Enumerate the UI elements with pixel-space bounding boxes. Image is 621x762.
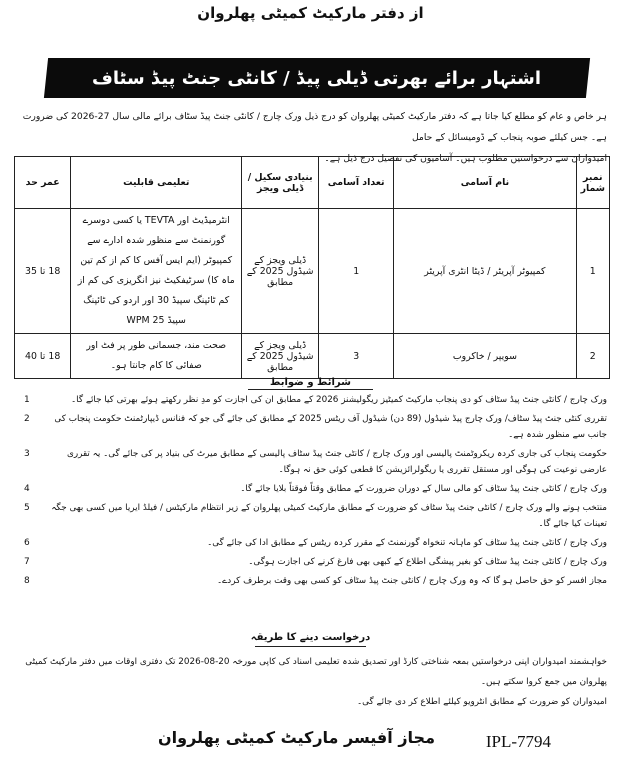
ipl-number: IPL-7794 xyxy=(485,732,551,751)
application-line-1: خواہشمند امیدواران اپنی درخواستیں بمعہ شناختی کارڈ اور تصدیق شدہ تعلیمی اسناد کی کاپی مورخہ 20-08-2026 تک دفتری اوقات میں دفتر مارکیٹ کمیٹی پھلروان میں جمع کروا سکتے ہیں۔ xyxy=(25,657,607,687)
cell-scale: ڈیلی ویجز کے شیڈول 2025 کے مطابق xyxy=(242,334,319,379)
condition-number: 3 xyxy=(24,449,30,459)
intro-line-1: ہر خاص و عام کو مطلع کیا جاتا ہے کہ دفتر مارکیٹ کمیٹی پھلروان کو درج ذیل ورک چارج / کانٹی جنٹ پیڈ سٹاف برائے مالی سال 27-2026 کی ضرورت ہے۔ جس کیلئے صوبہ پنجاب کے ڈومیسائل کے حامل xyxy=(22,111,607,143)
condition-item xyxy=(24,481,607,497)
cell-count: 1 xyxy=(319,209,394,334)
condition-number: 4 xyxy=(24,484,30,494)
cell-age: 18 تا 35 xyxy=(15,209,71,334)
condition-text: منتخب ہونے والے ورک چارج / کانٹی جنٹ پیڈ سٹاف کو ضرورت کے مطابق مارکیٹ کمیٹی پھلروان کے زیر انتظام مارکیٹس / فیلڈ ایریا میں کسی بھی جگہ تعینات کیا جائے گا۔ xyxy=(51,503,607,529)
cell-serial: 2 xyxy=(576,334,609,379)
cell-age: 18 تا 40 xyxy=(15,334,71,379)
header-count: تعداد آسامی xyxy=(319,157,394,209)
conditions-list xyxy=(24,392,607,592)
cell-qualification: صحت مند، جسمانی طور پر فٹ اور صفائی کا کام جانتا ہو۔ xyxy=(71,334,242,379)
condition-item xyxy=(24,392,607,408)
application-paragraph xyxy=(14,652,607,712)
condition-number: 1 xyxy=(24,395,30,405)
table-row xyxy=(15,209,610,334)
condition-item xyxy=(24,500,607,532)
header-age: عمر حد xyxy=(15,157,71,209)
table-row xyxy=(15,334,610,379)
conditions-heading-underline xyxy=(248,389,373,390)
condition-text: ورک چارج / کانٹی جنٹ پیڈ سٹاف کو دی پنجاب مارکیٹ کمیٹیز ریگولیشنز 2026 کے مطابق ان کی اجازت کو مدِ نظر رکھتے ہوئے بھرتی کیا جائے گا۔ xyxy=(71,395,607,405)
condition-number: 7 xyxy=(24,557,30,567)
cell-serial: 1 xyxy=(576,209,609,334)
header-qualification: تعلیمی قابلیت xyxy=(71,157,242,209)
condition-text: ورک چارج / کانٹی جنٹ پیڈ سٹاف کو مالی سال کے دوران ضرورت کے مطابق وقتاً فوقتاً بلایا جائے گا۔ xyxy=(240,484,607,494)
banner-title: اشتہار برائے بھرتی ڈیلی پیڈ / کانٹی جنٹ پیڈ سٹاف xyxy=(92,67,542,89)
condition-text: حکومت پنجاب کی جاری کردہ ریکروٹمنٹ پالیسی اور ورک چارج / کانٹی جنٹ پیڈ سٹاف پالیسی کے مطابق میرٹ کی بنیاد پر کی جائے گی۔ یہ تقرری عارضی نوعیت کی ہوگی اور مستقل تقرری یا ریگولرائزیشن کا قطعی کوئی حق نہ ہوگا۔ xyxy=(66,449,607,475)
condition-item xyxy=(24,554,607,570)
condition-item xyxy=(24,446,607,478)
condition-number: 5 xyxy=(24,503,30,513)
intro-line-2: امیدواران سے درخواستیں مطلوب ہیں۔ آسامیوں کی تفصیل درج ذیل ہے۔ xyxy=(324,153,607,164)
condition-item xyxy=(24,535,607,551)
application-heading: درخواست دینے کا طریقہ xyxy=(250,632,371,643)
table-header-row xyxy=(15,157,610,209)
conditions-heading: شرائط و ضوابط xyxy=(270,377,351,388)
condition-text: تقرری کنٹی جنٹ پیڈ سٹاف/ ورک چارج پیڈ شیڈول (89 دن) شیڈول آف ریٹس 2025 کے مطابق کی جائے گی جو کہ فنانس ڈیپارٹمنٹ حکومت پنجاب کی جانب سے منظور شدہ ہے۔ xyxy=(54,414,607,440)
condition-text: ورک چارج / کانٹی جنٹ پیڈ سٹاف کو ماہانہ تنخواہ گورنمنٹ کے مقرر کردہ ریٹس کے مطابق ادا کی جائے گی۔ xyxy=(207,538,607,548)
title-banner xyxy=(44,58,590,98)
condition-text: مجاز افسر کو حق حاصل ہو گا کہ وہ ورک چارج / کانٹی جنٹ پیڈ سٹاف کو کسی بھی وقت برطرف کردے۔ xyxy=(217,576,607,586)
condition-number: 8 xyxy=(24,576,30,586)
cell-post: کمپیوٹر آپریٹر / ڈیٹا انٹری آپریٹر xyxy=(394,209,576,334)
header-post: نام آسامی xyxy=(394,157,576,209)
condition-number: 2 xyxy=(24,414,30,424)
condition-number: 6 xyxy=(24,538,30,548)
signature-line: مجاز آفیسر مارکیٹ کمیٹی پھلروان xyxy=(158,728,435,747)
application-heading-underline xyxy=(255,646,366,647)
application-line-2: امیدواران کو ضرورت کے مطابق انٹرویو کیلئے اطلاع کر دی جائے گی۔ xyxy=(357,697,607,707)
condition-text: ورک چارج / کانٹی جنٹ پیڈ سٹاف کو بغیر پیشگی اطلاع کے کبھی بھی فارغ کرنے کی اجازت ہوگی۔ xyxy=(248,557,607,567)
cell-post: سویپر / خاکروب xyxy=(394,334,576,379)
cell-count: 3 xyxy=(319,334,394,379)
header-scale: بنیادی سکیل / ڈیلی ویجز xyxy=(242,157,319,209)
posts-table xyxy=(14,156,610,379)
cell-scale: ڈیلی ویجز کے شیڈول 2025 کے مطابق xyxy=(242,209,319,334)
cell-qualification: انٹرمیڈیٹ اور TEVTA یا کسی دوسرے گورنمنٹ سے منظور شدہ ادارے سے کمپیوٹر (ایم ایس آفس کا کم از کم تین ماہ کا) سرٹیفکیٹ نیز انگریزی کی کم از کم ٹائپنگ سپیڈ 30 اور اردو کی ٹائپنگ سپیڈ 25 WPM xyxy=(71,209,242,334)
condition-item xyxy=(24,411,607,443)
header-serial: نمبر شمار xyxy=(576,157,609,209)
condition-item xyxy=(24,573,607,589)
issuer-line: از دفتر مارکیٹ کمیٹی پھلروان xyxy=(197,4,424,22)
